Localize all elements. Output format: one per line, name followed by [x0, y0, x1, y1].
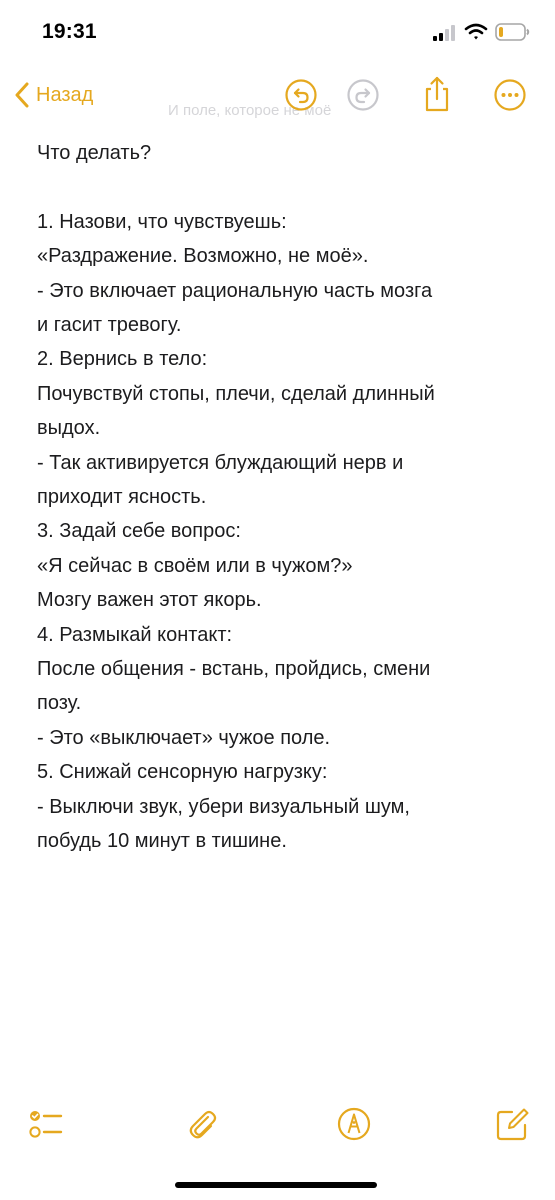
- note-line: «Я сейчас в своём или в чужом?»: [37, 554, 353, 577]
- nav-bar: [0, 70, 555, 120]
- note-line: Что делать?: [37, 142, 152, 164]
- checklist-button[interactable]: [28, 1106, 64, 1142]
- markup-button[interactable]: [336, 1106, 372, 1142]
- back-label: Назад: [36, 83, 94, 106]
- note-line: выдох.: [37, 417, 101, 440]
- share-button[interactable]: [420, 75, 454, 109]
- note-line: и гасит тревогу.: [37, 314, 182, 337]
- status-time: 19:31: [42, 20, 97, 43]
- home-indicator: [175, 1182, 377, 1188]
- compose-button[interactable]: [495, 1106, 531, 1142]
- status-bar: [0, 0, 555, 70]
- redo-button[interactable]: [346, 78, 380, 112]
- note-line: «Раздражение. Возможно, не моё».: [37, 245, 369, 268]
- note-line: [37, 170, 517, 204]
- more-button[interactable]: [493, 78, 527, 112]
- note-line: - Выключи звук, убери визуальный шум,: [37, 795, 410, 818]
- note-line: После общения - встань, пройдись, смени: [37, 658, 431, 681]
- note-body[interactable]: [37, 136, 517, 859]
- back-button[interactable]: [14, 78, 93, 112]
- wifi-icon: [464, 23, 488, 41]
- share-icon: [420, 75, 454, 113]
- note-line: побудь 10 минут в тишине.: [37, 830, 287, 853]
- markup-pen-icon: [336, 1106, 372, 1142]
- undo-icon: [284, 78, 318, 112]
- scrolled-title: И поле, которое не моё: [168, 102, 332, 119]
- checklist-icon: [28, 1106, 64, 1142]
- note-line: приходит ясность.: [37, 486, 207, 509]
- battery-icon: [495, 23, 531, 41]
- note-line: 5. Снижай сенсорную нагрузку:: [37, 761, 328, 784]
- cellular-signal-icon: [433, 25, 455, 41]
- undo-button[interactable]: [284, 78, 318, 112]
- note-line: - Это «выключает» чужое поле.: [37, 726, 331, 749]
- note-line: - Это включает рациональную часть мозга: [37, 279, 433, 302]
- status-icons: [433, 22, 533, 44]
- note-line: 4. Размыкай контакт:: [37, 623, 233, 646]
- note-line: 2. Вернись в тело:: [37, 348, 208, 371]
- note-line: 3. Задай себе вопрос:: [37, 520, 241, 543]
- redo-icon: [346, 78, 380, 112]
- chevron-left-icon: [14, 82, 30, 108]
- bottom-toolbar: [0, 1100, 555, 1160]
- note-line: Почувствуй стопы, плечи, сделай длинный: [37, 382, 435, 405]
- more-icon: [493, 78, 527, 112]
- note-line: 1. Назови, что чувствуешь:: [37, 210, 287, 233]
- paperclip-icon: [184, 1106, 220, 1142]
- note-line: позу.: [37, 692, 82, 715]
- note-line: Мозгу важен этот якорь.: [37, 589, 262, 612]
- attach-button[interactable]: [184, 1106, 220, 1142]
- compose-icon: [495, 1106, 531, 1142]
- note-line: - Так активируется блуждающий нерв и: [37, 451, 404, 474]
